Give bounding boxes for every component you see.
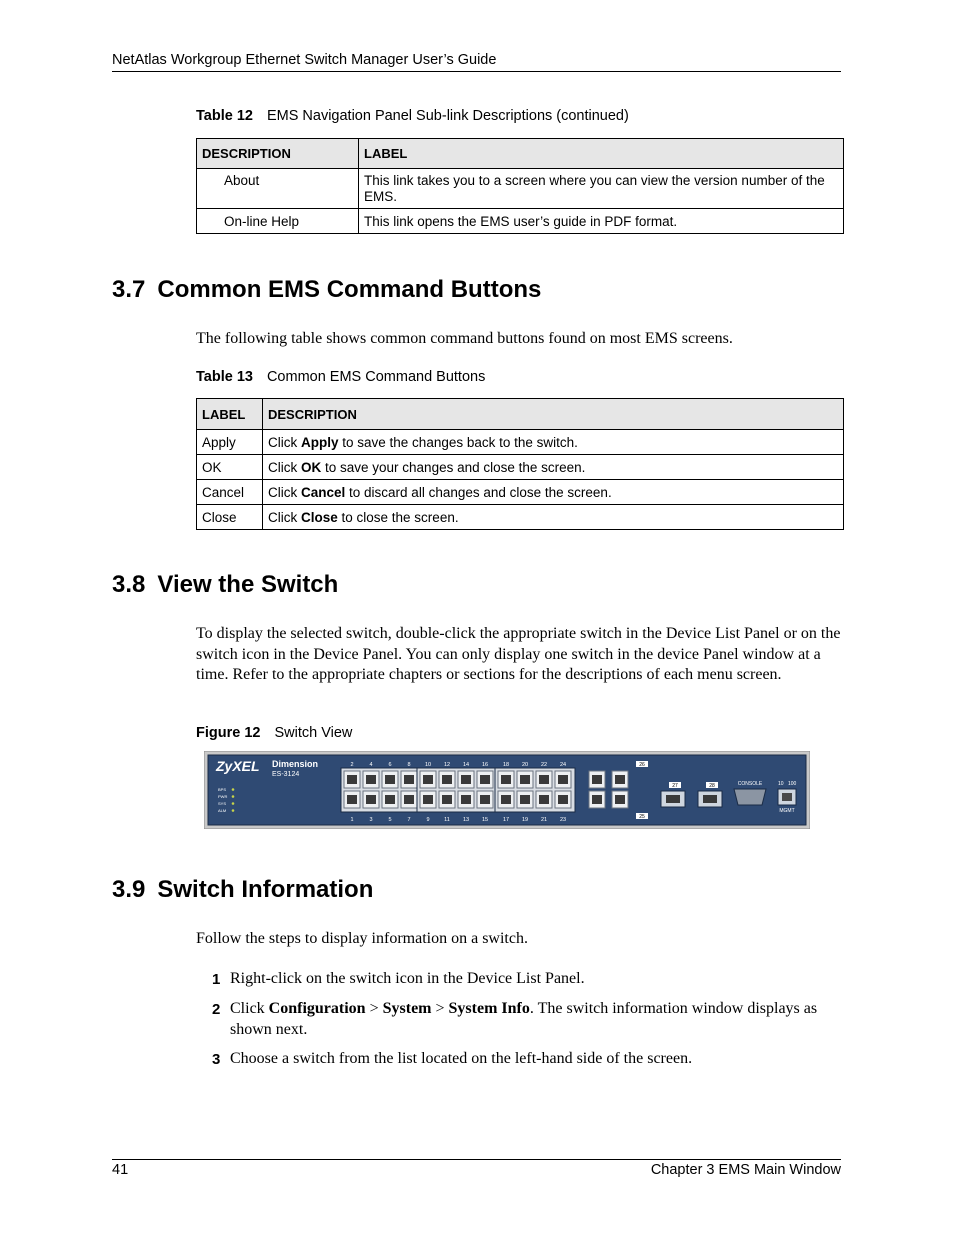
port-28-label: 28: [709, 783, 715, 789]
led-label: ALM: [218, 808, 227, 813]
table-row: [197, 480, 844, 505]
port-number-bottom: 17: [502, 817, 510, 823]
table12-col-description: DESCRIPTION: [197, 139, 359, 169]
port-number-bottom: 3: [369, 817, 373, 823]
ethernet-port-opening: [520, 775, 530, 784]
desc-post: to save the changes back to the switch.: [338, 434, 578, 450]
combo-port-opening: [592, 775, 602, 784]
figure12-caption-label: Figure 12: [196, 725, 261, 741]
ethernet-port-opening: [520, 795, 530, 804]
desc-bold: Cancel: [301, 484, 346, 500]
step-1-number: 1: [212, 971, 221, 988]
table13-row-apply-desc: [263, 430, 844, 455]
table12-col-label: LABEL: [359, 139, 844, 169]
page-number: 41: [112, 1162, 129, 1178]
port-number-top: 20: [521, 762, 529, 768]
ethernet-port-opening: [423, 775, 433, 784]
port-number-top: 4: [369, 762, 373, 768]
table-row: [197, 455, 844, 480]
port-number-bottom: 21: [540, 817, 548, 823]
table12-row-about-desc: This link takes you to a screen where you can view the version number of the EMS.: [359, 169, 844, 209]
switch-front-panel-image: [204, 751, 810, 829]
table13-col-label: LABEL: [197, 399, 263, 430]
table12-row-help-desc: This link opens the EMS user’s guide in PDF format.: [359, 209, 844, 234]
ethernet-port-opening: [480, 775, 490, 784]
brand-logo: ZyXEL: [216, 758, 260, 774]
ethernet-port-opening: [539, 775, 549, 784]
section-3-8-heading: [112, 571, 338, 599]
ethernet-port-opening: [347, 795, 357, 804]
table13-row-ok-desc: [263, 455, 844, 480]
sfp-slot-28-opening: [703, 795, 717, 803]
port-27-label: 27: [672, 783, 678, 789]
mgmt-label: MGMT: [779, 808, 795, 814]
ethernet-port-opening: [558, 795, 568, 804]
status-led: [232, 802, 235, 805]
port-number-bottom: 1: [350, 817, 354, 823]
ethernet-port-opening: [501, 775, 511, 784]
status-led: [232, 795, 235, 798]
table13-row-apply-label: Apply: [197, 430, 263, 455]
ethernet-port-opening: [366, 795, 376, 804]
table13-row-close-desc: [263, 505, 844, 530]
desc-bold: Close: [301, 509, 338, 525]
step-1: [212, 969, 841, 990]
ethernet-port-opening: [501, 795, 511, 804]
running-header: NetAtlas Workgroup Ethernet Switch Manager User’s Guide: [112, 52, 497, 68]
port-number-bottom: 7: [407, 817, 411, 823]
led-label: PWR: [218, 794, 228, 799]
ethernet-port-opening: [461, 775, 471, 784]
speed-100-label: 100: [788, 781, 797, 787]
section-3-9-title: Switch Information: [157, 876, 374, 903]
step-2-system-info: System Info: [448, 1000, 530, 1017]
mgmt-port-opening: [782, 793, 792, 801]
port-number-bottom: 11: [444, 817, 450, 823]
ethernet-port-opening: [442, 775, 452, 784]
section-3-7-number: 3.7: [112, 276, 146, 303]
table13-caption: [196, 369, 485, 385]
figure12-caption: [196, 725, 352, 741]
ethernet-port-opening: [385, 795, 395, 804]
port-number-top: 2: [350, 762, 354, 768]
desc-pre: Click: [268, 509, 301, 525]
desc-post: to save your changes and close the screen.: [321, 459, 586, 475]
port-number-bottom: 15: [481, 817, 489, 823]
led-label: SYS: [218, 801, 227, 806]
step-3-number: 3: [212, 1051, 221, 1068]
step-3: [212, 1049, 841, 1070]
ethernet-port-opening: [404, 775, 414, 784]
section-3-8-title: View the Switch: [157, 571, 339, 598]
ethernet-port-opening: [366, 775, 376, 784]
ethernet-port-opening: [442, 795, 452, 804]
port-number-top: 6: [388, 762, 392, 768]
section-3-8-paragraph: To display the selected switch, double-click the appropriate switch in the Device List Panel or on the switch icon in the Device Panel. You can only display one switch in the device Panel window at a time. Refer to the appropriate chapters or sections for the descriptions of each menu screen.: [196, 625, 841, 683]
port-25-label: 25: [639, 814, 645, 820]
port-number-top: 22: [540, 762, 548, 768]
step-2-system: System: [382, 1000, 432, 1017]
port-number-top: 8: [407, 762, 411, 768]
chapter-title: Chapter 3 EMS Main Window: [650, 1162, 841, 1178]
port-number-top: 12: [443, 762, 451, 768]
step-2-post: . The switch information window displays as shown next.: [230, 1000, 818, 1038]
ethernet-port-opening: [347, 775, 357, 784]
table13-row-cancel-label: Cancel: [197, 480, 263, 505]
table13-row-close-label: Close: [197, 505, 263, 530]
table13-caption-label: Table 13: [196, 369, 253, 385]
desc-pre: Click: [268, 484, 301, 500]
step-2-number: 2: [212, 1001, 221, 1018]
table12-caption-label: Table 12: [196, 108, 253, 124]
port-number-bottom: 9: [426, 817, 430, 823]
section-3-9-heading: [112, 876, 373, 904]
port-26-label: 26: [639, 762, 645, 768]
port-number-top: 16: [481, 762, 489, 768]
step-2-configuration: Configuration: [268, 1000, 366, 1017]
console-port-icon: [734, 789, 766, 805]
table13: [196, 398, 844, 530]
combo-port-opening: [592, 795, 602, 804]
port-number-top: 24: [559, 762, 567, 768]
table12-row-help-name: On-line Help: [197, 209, 359, 234]
table12-row-about-name: About: [197, 169, 359, 209]
combo-port-opening: [615, 775, 625, 784]
switch-svg: [204, 751, 810, 829]
ethernet-port-opening: [423, 795, 433, 804]
figure12-caption-text: Switch View: [274, 725, 353, 741]
step-2-sep1: >: [365, 1000, 383, 1017]
section-3-7-heading: [112, 276, 541, 304]
port-number-top: 18: [502, 762, 510, 768]
product-name: Dimension: [272, 759, 319, 769]
footer-rule: [112, 1159, 841, 1160]
port-number-bottom: 23: [559, 817, 567, 823]
sfp-slot-27-opening: [666, 795, 680, 803]
section-3-7-intro: The following table shows common command buttons found on most EMS screens.: [196, 330, 733, 347]
status-led: [232, 788, 235, 791]
desc-pre: Click: [268, 459, 301, 475]
table13-row-ok-label: OK: [197, 455, 263, 480]
port-number-bottom: 5: [388, 817, 392, 823]
ethernet-port-opening: [558, 775, 568, 784]
table13-row-cancel-desc: [263, 480, 844, 505]
port-number-top: 10: [424, 762, 432, 768]
table13-caption-text: Common EMS Command Buttons: [266, 369, 486, 385]
section-3-8-number: 3.8: [112, 571, 146, 598]
step-2-pre: Click: [230, 1000, 269, 1017]
ethernet-port-opening: [539, 795, 549, 804]
status-led: [232, 809, 235, 812]
port-number-bottom: 19: [521, 817, 529, 823]
step-3-text: Choose a switch from the list located on the left-hand side of the screen.: [230, 1050, 693, 1067]
table13-col-description: DESCRIPTION: [263, 399, 844, 430]
table12-header-row: [197, 139, 844, 169]
ethernet-port-opening: [480, 795, 490, 804]
table12-caption: [196, 108, 629, 124]
table-row: [197, 169, 844, 209]
table12: [196, 138, 844, 234]
port-number-top: 14: [462, 762, 470, 768]
section-3-9-intro: Follow the steps to display information on a switch.: [196, 930, 528, 947]
combo-port-opening: [615, 795, 625, 804]
port-number-bottom: 13: [462, 817, 470, 823]
ethernet-port-opening: [404, 795, 414, 804]
desc-pre: Click: [268, 434, 301, 450]
desc-bold: OK: [301, 459, 322, 475]
desc-bold: Apply: [301, 434, 339, 450]
table-row: [197, 430, 844, 455]
table-row: [197, 209, 844, 234]
model-name: ES-3124: [272, 771, 300, 778]
ethernet-port-opening: [461, 795, 471, 804]
header-rule: [112, 71, 841, 72]
table13-header-row: [197, 399, 844, 430]
ethernet-port-opening: [385, 775, 395, 784]
section-3-9-number: 3.9: [112, 876, 146, 903]
section-3-7-title: Common EMS Command Buttons: [157, 276, 542, 303]
desc-post: to close the screen.: [337, 509, 459, 525]
speed-10-label: 10: [778, 781, 784, 787]
table12-caption-text: EMS Navigation Panel Sub-link Descriptions (continued): [266, 108, 629, 124]
console-label: CONSOLE: [737, 781, 763, 787]
table-row: [197, 505, 844, 530]
led-label: BPS: [218, 787, 227, 792]
desc-post: to discard all changes and close the screen.: [345, 484, 612, 500]
step-2-sep2: >: [431, 1000, 449, 1017]
step-1-text: Right-click on the switch icon in the Device List Panel.: [230, 970, 585, 987]
step-2: [212, 999, 841, 1040]
